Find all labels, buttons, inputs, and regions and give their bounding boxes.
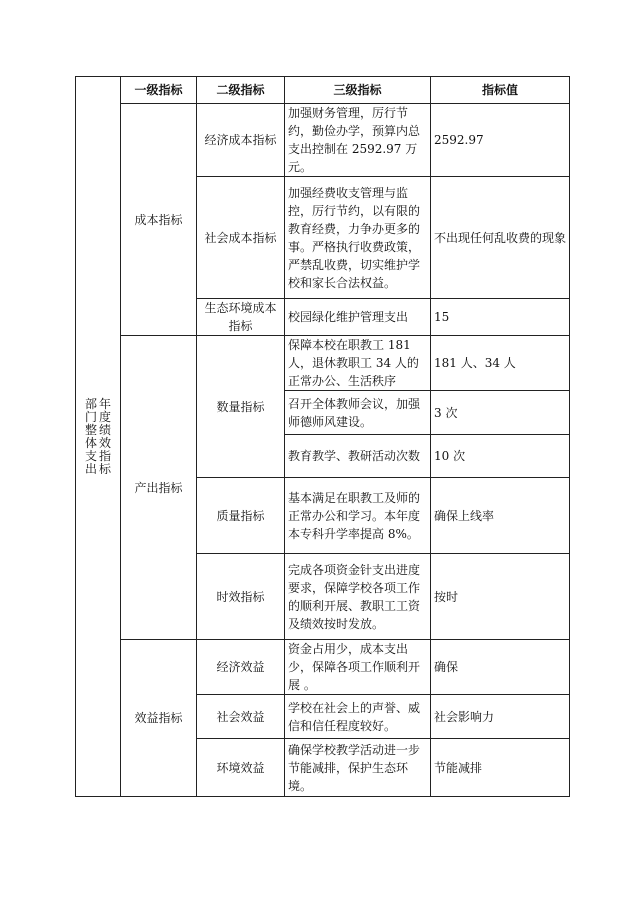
value-cell: 社会影响力 [431,695,570,739]
level2-cell: 社会成本指标 [197,177,285,299]
header-value: 指标值 [431,77,570,104]
level3-cell: 教育教学、教研活动次数 [285,435,431,478]
level2-cell: 经济效益 [197,640,285,695]
value-cell: 确保 [431,640,570,695]
level1-cost: 成本指标 [121,104,197,336]
value-cell: 节能减排 [431,739,570,797]
value-cell: 10 次 [431,435,570,478]
value-cell: 2592.97 [431,104,570,177]
level1-benefit: 效益指标 [121,640,197,797]
side-label-cell [76,77,121,797]
level3-cell: 保障本校在职教工 181 人，退休教职工 34 人的正常办公、生活秩序 [285,336,431,391]
level3-cell: 加强财务管理，厉行节约，勤俭办学，预算内总支出控制在 2592.97 万元。 [285,104,431,177]
level3-cell: 完成各项资金针支出进度要求，保障学校各项工作的顺利开展、教职工工资及绩效按时发放。 [285,554,431,640]
value-cell: 确保上线率 [431,478,570,554]
value-cell: 181 人、34 人 [431,336,570,391]
table-header-row [76,77,570,104]
header-level2: 二级指标 [197,77,285,104]
level3-cell: 召开全体教师会议，加强师德师风建设。 [285,391,431,435]
side-label-annual-performance-indicators: 年度绩效指标 [99,396,112,476]
level3-cell: 基本满足在职教工及师的正常办公和学习。本年度本专科升学率提高 8%。 [285,478,431,554]
value-cell: 不出现任何乱收费的现象 [431,177,570,299]
value-cell: 按时 [431,554,570,640]
value-cell: 15 [431,299,570,336]
level3-cell: 学校在社会上的声誉、威信和信任程度较好。 [285,695,431,739]
header-level3: 三级指标 [285,77,431,104]
level2-cell: 生态环境成本指标 [197,299,285,336]
level2-cell: 社会效益 [197,695,285,739]
value-cell: 3 次 [431,391,570,435]
side-label-dept-total-expenditure: 部门整体支出 [85,396,98,476]
side-label [79,398,117,476]
table-row [76,336,570,391]
level2-cell: 时效指标 [197,554,285,640]
performance-indicator-table [75,76,570,797]
level3-cell: 确保学校教学活动进一步节能减排，保护生态环境。 [285,739,431,797]
table-row [76,640,570,695]
level2-cell: 环境效益 [197,739,285,797]
level1-output: 产出指标 [121,336,197,640]
level2-cell: 质量指标 [197,478,285,554]
level3-cell: 资金占用少，成本支出少，保障各项工作顺利开展 。 [285,640,431,695]
level2-cell: 经济成本指标 [197,104,285,177]
level3-cell: 校园绿化维护管理支出 [285,299,431,336]
table-row [76,104,570,177]
level2-cell: 数量指标 [197,336,285,478]
header-level1: 一级指标 [121,77,197,104]
level3-cell: 加强经费收支管理与监控，厉行节约，以有限的教育经费，力争办更多的事。严格执行收费政策，严禁乱收费，切实维护学校和家长合法权益。 [285,177,431,299]
